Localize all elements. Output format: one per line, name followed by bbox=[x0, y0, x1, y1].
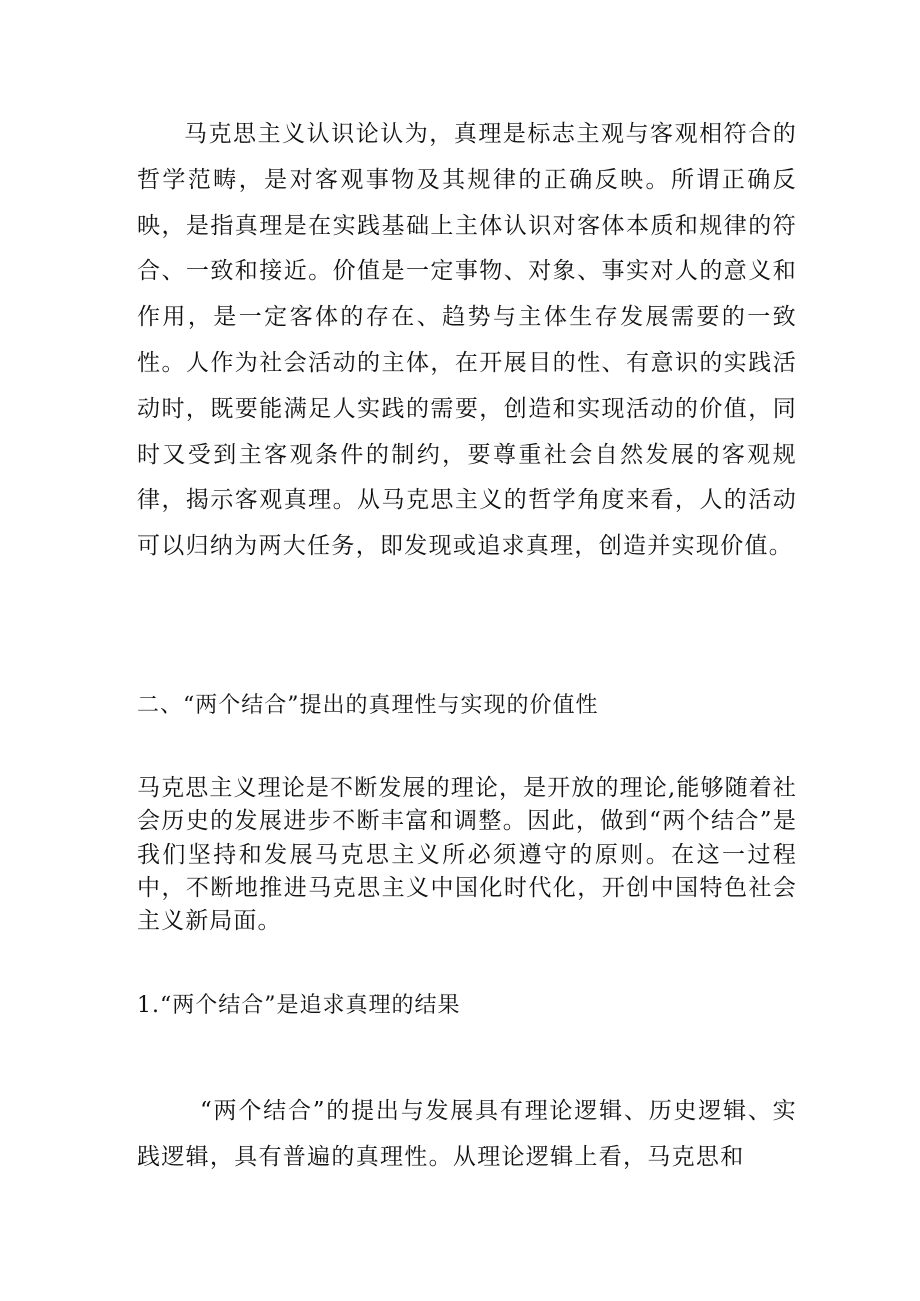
body-paragraph-logic: “两个结合”的提出与发展具有理论逻辑、历史逻辑、实践逻辑，具有普遍的真理性。从理论逻辑上看，马克思和 bbox=[137, 1098, 797, 1170]
body-paragraph-truth-value: 马克思主义认识论认为，真理是标志主观与客观相符合的哲学范畴，是对客观事物及其规律的正确反映。所谓正确反映，是指真理是在实践基础上主体认识对客体本质和规律的符合、一致和接近。价值是一定事物、对象、事实对人的意义和作用，是一定客体的存在、趋势与主体生存发展需要的一致性。人作为社会活动的主体，在开展目的性、有意识的实践活动时，既要能满足人实践的需要，创造和实现活动的价值，同时又受到主客观条件的制约，要尊重社会自然发展的客观规律，揭示客观真理。从马克思主义的哲学角度来看，人的活动可以归纳为两大任务，即发现或追求真理，创造并实现价值。 bbox=[137, 121, 797, 560]
body-paragraph-two-combinations: 马克思主义理论是不断发展的理论，是开放的理论,能够随着社会历史的发展进步不断丰富和调整。因此，做到“两个结合”是我们坚持和发展马克思主义所必须遵守的原则。在这一过程中，不断地推进马克思主义中国化时代化，开创中国特色社会主义新局面。 bbox=[137, 775, 797, 935]
section-heading: 二、“两个结合”提出的真理性与实现的价值性 bbox=[137, 693, 599, 718]
subsection-heading: 1.“两个结合”是追求真理的结果 bbox=[137, 993, 461, 1018]
